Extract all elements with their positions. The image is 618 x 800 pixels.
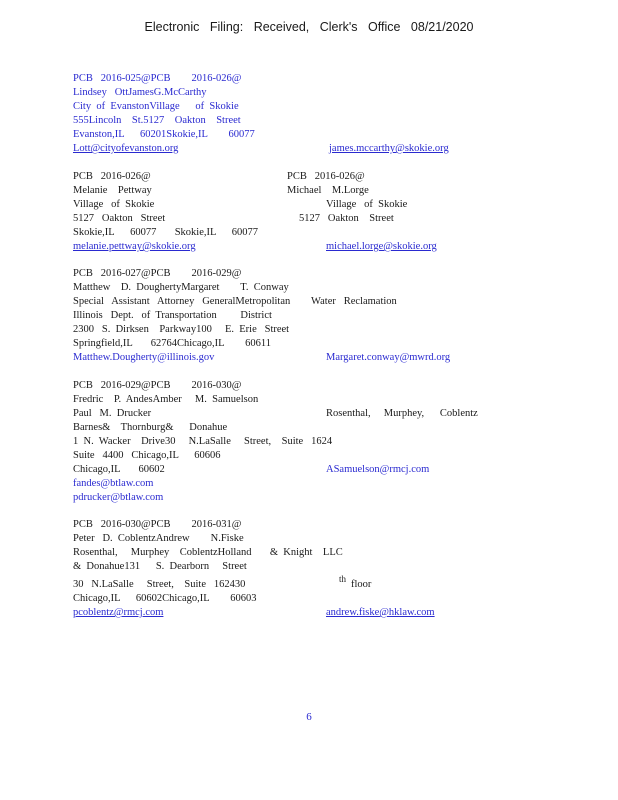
block4-email-drucker[interactable]: pdrucker@btlaw.com (73, 492, 164, 503)
block3-case-numbers: PCB 2016-027@PCB 2016-029@ (73, 268, 242, 279)
block1-orgs: City of EvanstonVillage of Skokie (73, 101, 239, 112)
block3-orgs: Illinois Dept. of Transportation District (73, 310, 272, 321)
block2-right-name: Michael M.Lorge (287, 185, 369, 196)
block3-street: 2300 S. Dirksen Parkway100 E. Erie Street (73, 324, 290, 335)
block2-left-street: 5127 Oakton Street (73, 213, 166, 224)
block4-names: Fredric P. AndesAmber M. Samuelson (73, 394, 259, 405)
block2-city-line: Skokie,IL 60077 Skokie,IL 60077 (73, 227, 259, 238)
block1-case-numbers: PCB 2016-025@PCB 2016-026@ (73, 73, 242, 84)
block4-city: Chicago,IL 60602 (73, 464, 165, 475)
block2-left-case-number: PCB 2016-026@ (73, 171, 151, 182)
block2-email-right[interactable]: michael.lorge@skokie.org (326, 241, 437, 252)
page-number: 6 (306, 711, 312, 723)
block5-names: Peter D. CoblentzAndrew N.Fiske (73, 533, 244, 544)
filing-header: Electronic Filing: Received, Clerk's Office 08/21/2020 (144, 20, 474, 34)
block2-right-org: Village of Skokie (326, 199, 408, 210)
block5-email-right[interactable]: andrew.fiske@hklaw.com (326, 607, 435, 618)
block2-left-name: Melanie Pettway (73, 185, 152, 196)
block4-email-andes[interactable]: fandes@btlaw.com (73, 478, 154, 489)
block5-email-left[interactable]: pcoblentz@rmcj.com (73, 607, 164, 618)
block4-email-right[interactable]: ASamuelson@rmcj.com (326, 464, 430, 475)
block4-case-numbers: PCB 2016-029@PCB 2016-030@ (73, 380, 242, 391)
block1-city: Evanston,IL 60201Skokie,IL 60077 (73, 129, 255, 140)
block1-email-left[interactable]: Lott@cityofevanston.org (73, 143, 179, 154)
block5-suite: 30 N.LaSalle Street, Suite 162430 (73, 579, 246, 590)
block3-email-right[interactable]: Margaret.conway@mwrd.org (326, 352, 451, 363)
block5-street: & Donahue131 S. Dearborn Street (73, 561, 247, 572)
block2-left-org: Village of Skokie (73, 199, 155, 210)
block4-name-drucker: Paul M. Drucker (73, 408, 152, 419)
block4-street: 1 N. Wacker Drive30 N.LaSalle Street, Suite 1624 (73, 436, 333, 447)
block5-city: Chicago,IL 60602Chicago,IL 60603 (73, 593, 257, 604)
block3-titles: Special Assistant Attorney GeneralMetropolitan Water Reclamation (73, 296, 397, 307)
block5-superscript-th: th (339, 574, 347, 584)
block2-email-left[interactable]: melanie.pettway@skokie.org (73, 241, 196, 252)
block4-firm: Barnes& Thornburg& Donahue (73, 422, 228, 433)
block4-right-firm: Rosenthal, Murphey, Coblentz (326, 408, 478, 419)
block2-right-case-number: PCB 2016-026@ (287, 171, 365, 182)
block2-right-street: 5127 Oakton Street (299, 213, 394, 224)
block4-suite: Suite 4400 Chicago,IL 60606 (73, 450, 221, 461)
block1-names: Lindsey OttJamesG.McCarthy (73, 87, 207, 98)
block1-street: 555Lincoln St.5127 Oakton Street (73, 115, 241, 126)
block3-email-left[interactable]: Matthew.Dougherty@illinois.gov (73, 352, 215, 363)
block1-email-right[interactable]: james.mccarthy@skokie.org (329, 143, 449, 154)
block3-names: Matthew D. DoughertyMargaret T. Conway (73, 282, 289, 293)
block5-firms: Rosenthal, Murphey CoblentzHolland & Knight LLC (73, 547, 343, 558)
block3-city: Springfield,IL 62764Chicago,IL 60611 (73, 338, 272, 349)
block5-floor: floor (351, 579, 372, 590)
block5-case-numbers: PCB 2016-030@PCB 2016-031@ (73, 519, 242, 530)
